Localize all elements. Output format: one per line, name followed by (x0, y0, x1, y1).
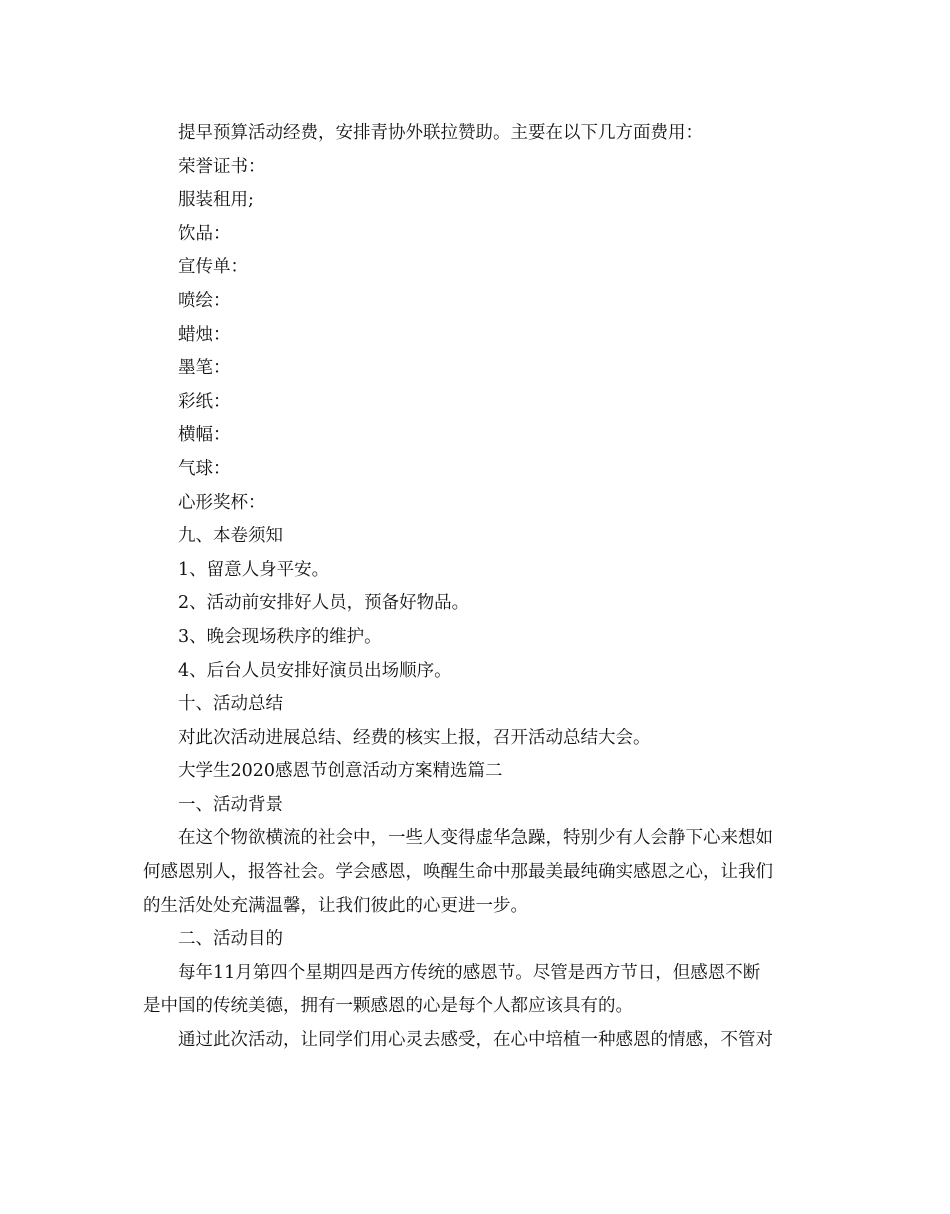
goal-paragraph-line: 通过此次活动，让同学们用心灵去感受，在心中培植一种感恩的情感，不管对 (178, 1030, 773, 1051)
section-heading-9: 九、本卷须知 (178, 526, 283, 547)
notice-item: 1、留意人身平安。 (178, 559, 330, 580)
expense-item: 荣誉证书： (178, 156, 266, 177)
goal-paragraph-line: 是中国的传统美德，拥有一颗感恩的心是每个人都应该具有的。 (143, 996, 633, 1017)
notice-item: 2、活动前安排好人员，预备好物品。 (178, 593, 470, 614)
background-paragraph-line: 在这个物欲横流的社会中，一些人变得虚华急躁，特别少有人会静下心来想如 (178, 828, 773, 849)
expense-item: 墨笔： (178, 358, 231, 379)
goal-heading: 二、活动目的 (178, 929, 283, 950)
section-heading-10: 十、活动总结 (178, 694, 283, 715)
expense-item: 心形奖杯： (178, 492, 266, 513)
notice-item: 3、晚会现场秩序的维护。 (178, 626, 382, 647)
background-heading: 一、活动背景 (178, 794, 283, 815)
summary-text: 对此次活动进展总结、经费的核实上报，召开活动总结大会。 (178, 727, 651, 748)
expense-item: 蜡烛： (178, 324, 231, 345)
expense-item: 彩纸： (178, 391, 231, 412)
goal-paragraph-line: 每年11月第四个星期四是西方传统的感恩节。尽管是西方节日，但感恩不断 (178, 962, 761, 983)
part2-title: 大学生2020感恩节创意活动方案精选篇二 (178, 761, 503, 782)
background-paragraph-line: 的生活处处充满温馨，让我们彼此的心更进一步。 (143, 895, 528, 916)
expense-item: 饮品： (178, 223, 231, 244)
intro-line: 提早预算活动经费，安排青协外联拉赞助。主要在以下几方面费用： (178, 123, 703, 143)
notice-item: 4、后台人员安排好演员出场顺序。 (178, 660, 452, 681)
document-body (143, 117, 813, 1058)
background-paragraph-line: 何感恩别人，报答社会。学会感恩，唤醒生命中那最美最纯确实感恩之心，让我们 (143, 862, 773, 883)
expense-item: 喷绘： (178, 290, 231, 311)
expense-item: 宣传单： (178, 257, 248, 278)
expense-item: 横幅： (178, 425, 231, 446)
expense-item: 服装租用; (178, 190, 254, 211)
expense-item: 气球： (178, 458, 231, 479)
